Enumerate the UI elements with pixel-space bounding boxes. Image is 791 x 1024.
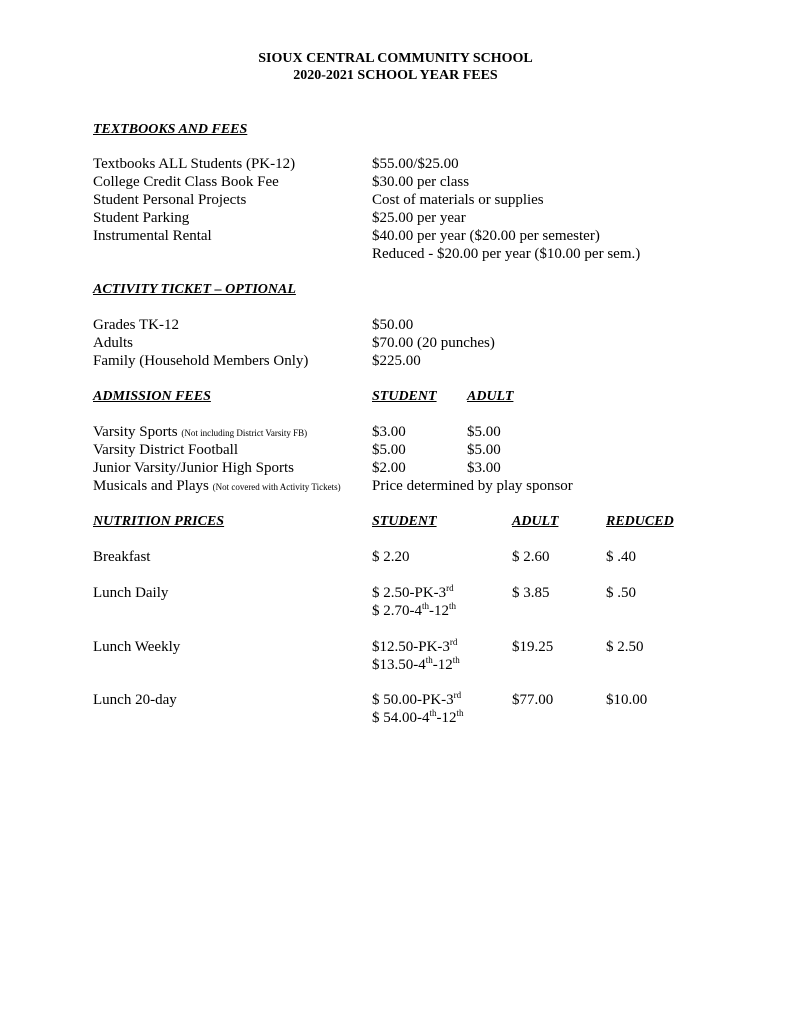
student-price: $5.00 <box>372 442 406 458</box>
student-meal-price: $12.50-PK-3rd <box>372 637 458 655</box>
nutrition-row-continued <box>0 602 791 620</box>
adult-price: $5.00 <box>467 442 501 458</box>
admission-heading: ADMISSION FEES <box>93 389 211 404</box>
adult-meal-price: $19.25 <box>512 639 554 655</box>
reduced-meal-price: $ .40 <box>606 549 636 565</box>
ticket-price: $70.00 (20 punches) <box>372 335 495 351</box>
event-name: Varsity Sports <box>93 424 178 440</box>
nutrition-reduced-header: REDUCED <box>606 514 674 529</box>
student-price: $3.00 <box>372 424 406 440</box>
admission-row <box>0 423 791 441</box>
fee-amount: $30.00 per class <box>372 174 470 190</box>
year-title: 2020-2021 SCHOOL YEAR FEES <box>293 68 498 83</box>
event-name: Musicals and Plays <box>93 478 209 494</box>
fee-amount: Reduced - $20.00 per year ($10.00 per sem.) <box>372 246 641 262</box>
fee-amount: $40.00 per year ($20.00 per semester) <box>372 228 600 244</box>
nutrition-row <box>0 548 791 566</box>
student-price: $2.00 <box>372 460 406 476</box>
fee-amount: Cost of materials or supplies <box>372 192 544 208</box>
adult-meal-price: $77.00 <box>512 692 554 708</box>
adult-meal-price: $ 3.85 <box>512 585 550 601</box>
activity-heading: ACTIVITY TICKET – OPTIONAL <box>93 282 296 297</box>
reduced-meal-price: $ 2.50 <box>606 639 644 655</box>
school-name: SIOUX CENTRAL COMMUNITY SCHOOL <box>258 51 533 66</box>
nutrition-row <box>0 691 791 709</box>
fee-item: Student Personal Projects <box>93 192 247 208</box>
admission-adult-header: ADULT <box>467 389 514 404</box>
event-name: Varsity District Football <box>93 442 238 458</box>
admission-row <box>0 477 791 495</box>
reduced-meal-price: $10.00 <box>606 692 648 708</box>
student-price: Price determined by play sponsor <box>372 478 573 494</box>
nutrition-student-header: STUDENT <box>372 514 437 529</box>
textbooks-row <box>0 155 791 173</box>
nutrition-row <box>0 638 791 656</box>
student-meal-price: $ 2.20 <box>372 549 410 565</box>
adult-meal-price: $ 2.60 <box>512 549 550 565</box>
event-note: (Not covered with Activity Tickets) <box>212 482 341 492</box>
meal-name: Lunch 20-day <box>93 692 177 708</box>
nutrition-adult-header: ADULT <box>512 514 559 529</box>
admission-student-header: STUDENT <box>372 389 437 404</box>
ticket-type: Adults <box>93 335 134 351</box>
ticket-price: $225.00 <box>372 353 421 369</box>
activity-row <box>0 334 791 352</box>
adult-price: $5.00 <box>467 424 501 440</box>
admission-row <box>0 459 791 477</box>
student-meal-price: $ 54.00-4th-12th <box>372 708 464 726</box>
nutrition-row-continued <box>0 709 791 727</box>
activity-row <box>0 316 791 334</box>
student-meal-price: $ 2.50-PK-3rd <box>372 583 454 601</box>
student-meal-price: $ 50.00-PK-3rd <box>372 690 462 708</box>
fee-item: Instrumental Rental <box>93 228 212 244</box>
textbooks-row <box>0 227 791 245</box>
nutrition-row <box>0 584 791 602</box>
ticket-type: Grades TK-12 <box>93 317 179 333</box>
fee-item: Textbooks ALL Students (PK-12) <box>93 156 296 172</box>
fee-amount: $25.00 per year <box>372 210 466 226</box>
nutrition-row-continued <box>0 656 791 674</box>
event-note: (Not including District Varsity FB) <box>181 428 308 438</box>
event-name: Junior Varsity/Junior High Sports <box>93 460 294 476</box>
nutrition-heading: NUTRITION PRICES <box>93 514 225 529</box>
ticket-type: Family (Household Members Only) <box>93 353 309 369</box>
textbooks-row <box>0 245 791 263</box>
meal-name: Breakfast <box>93 549 151 565</box>
student-meal-price: $ 2.70-4th-12th <box>372 601 457 619</box>
textbooks-row <box>0 191 791 209</box>
ticket-price: $50.00 <box>372 317 414 333</box>
textbooks-row <box>0 173 791 191</box>
meal-name: Lunch Daily <box>93 585 169 601</box>
fee-item: College Credit Class Book Fee <box>93 174 279 190</box>
meal-name: Lunch Weekly <box>93 639 181 655</box>
adult-price: $3.00 <box>467 460 501 476</box>
activity-row <box>0 352 791 370</box>
student-meal-price: $13.50-4th-12th <box>372 655 460 673</box>
fee-amount: $55.00/$25.00 <box>372 156 459 172</box>
textbooks-row <box>0 209 791 227</box>
fee-item: Student Parking <box>93 210 190 226</box>
admission-row <box>0 441 791 459</box>
reduced-meal-price: $ .50 <box>606 585 636 601</box>
textbooks-heading: TEXTBOOKS AND FEES <box>93 122 248 137</box>
